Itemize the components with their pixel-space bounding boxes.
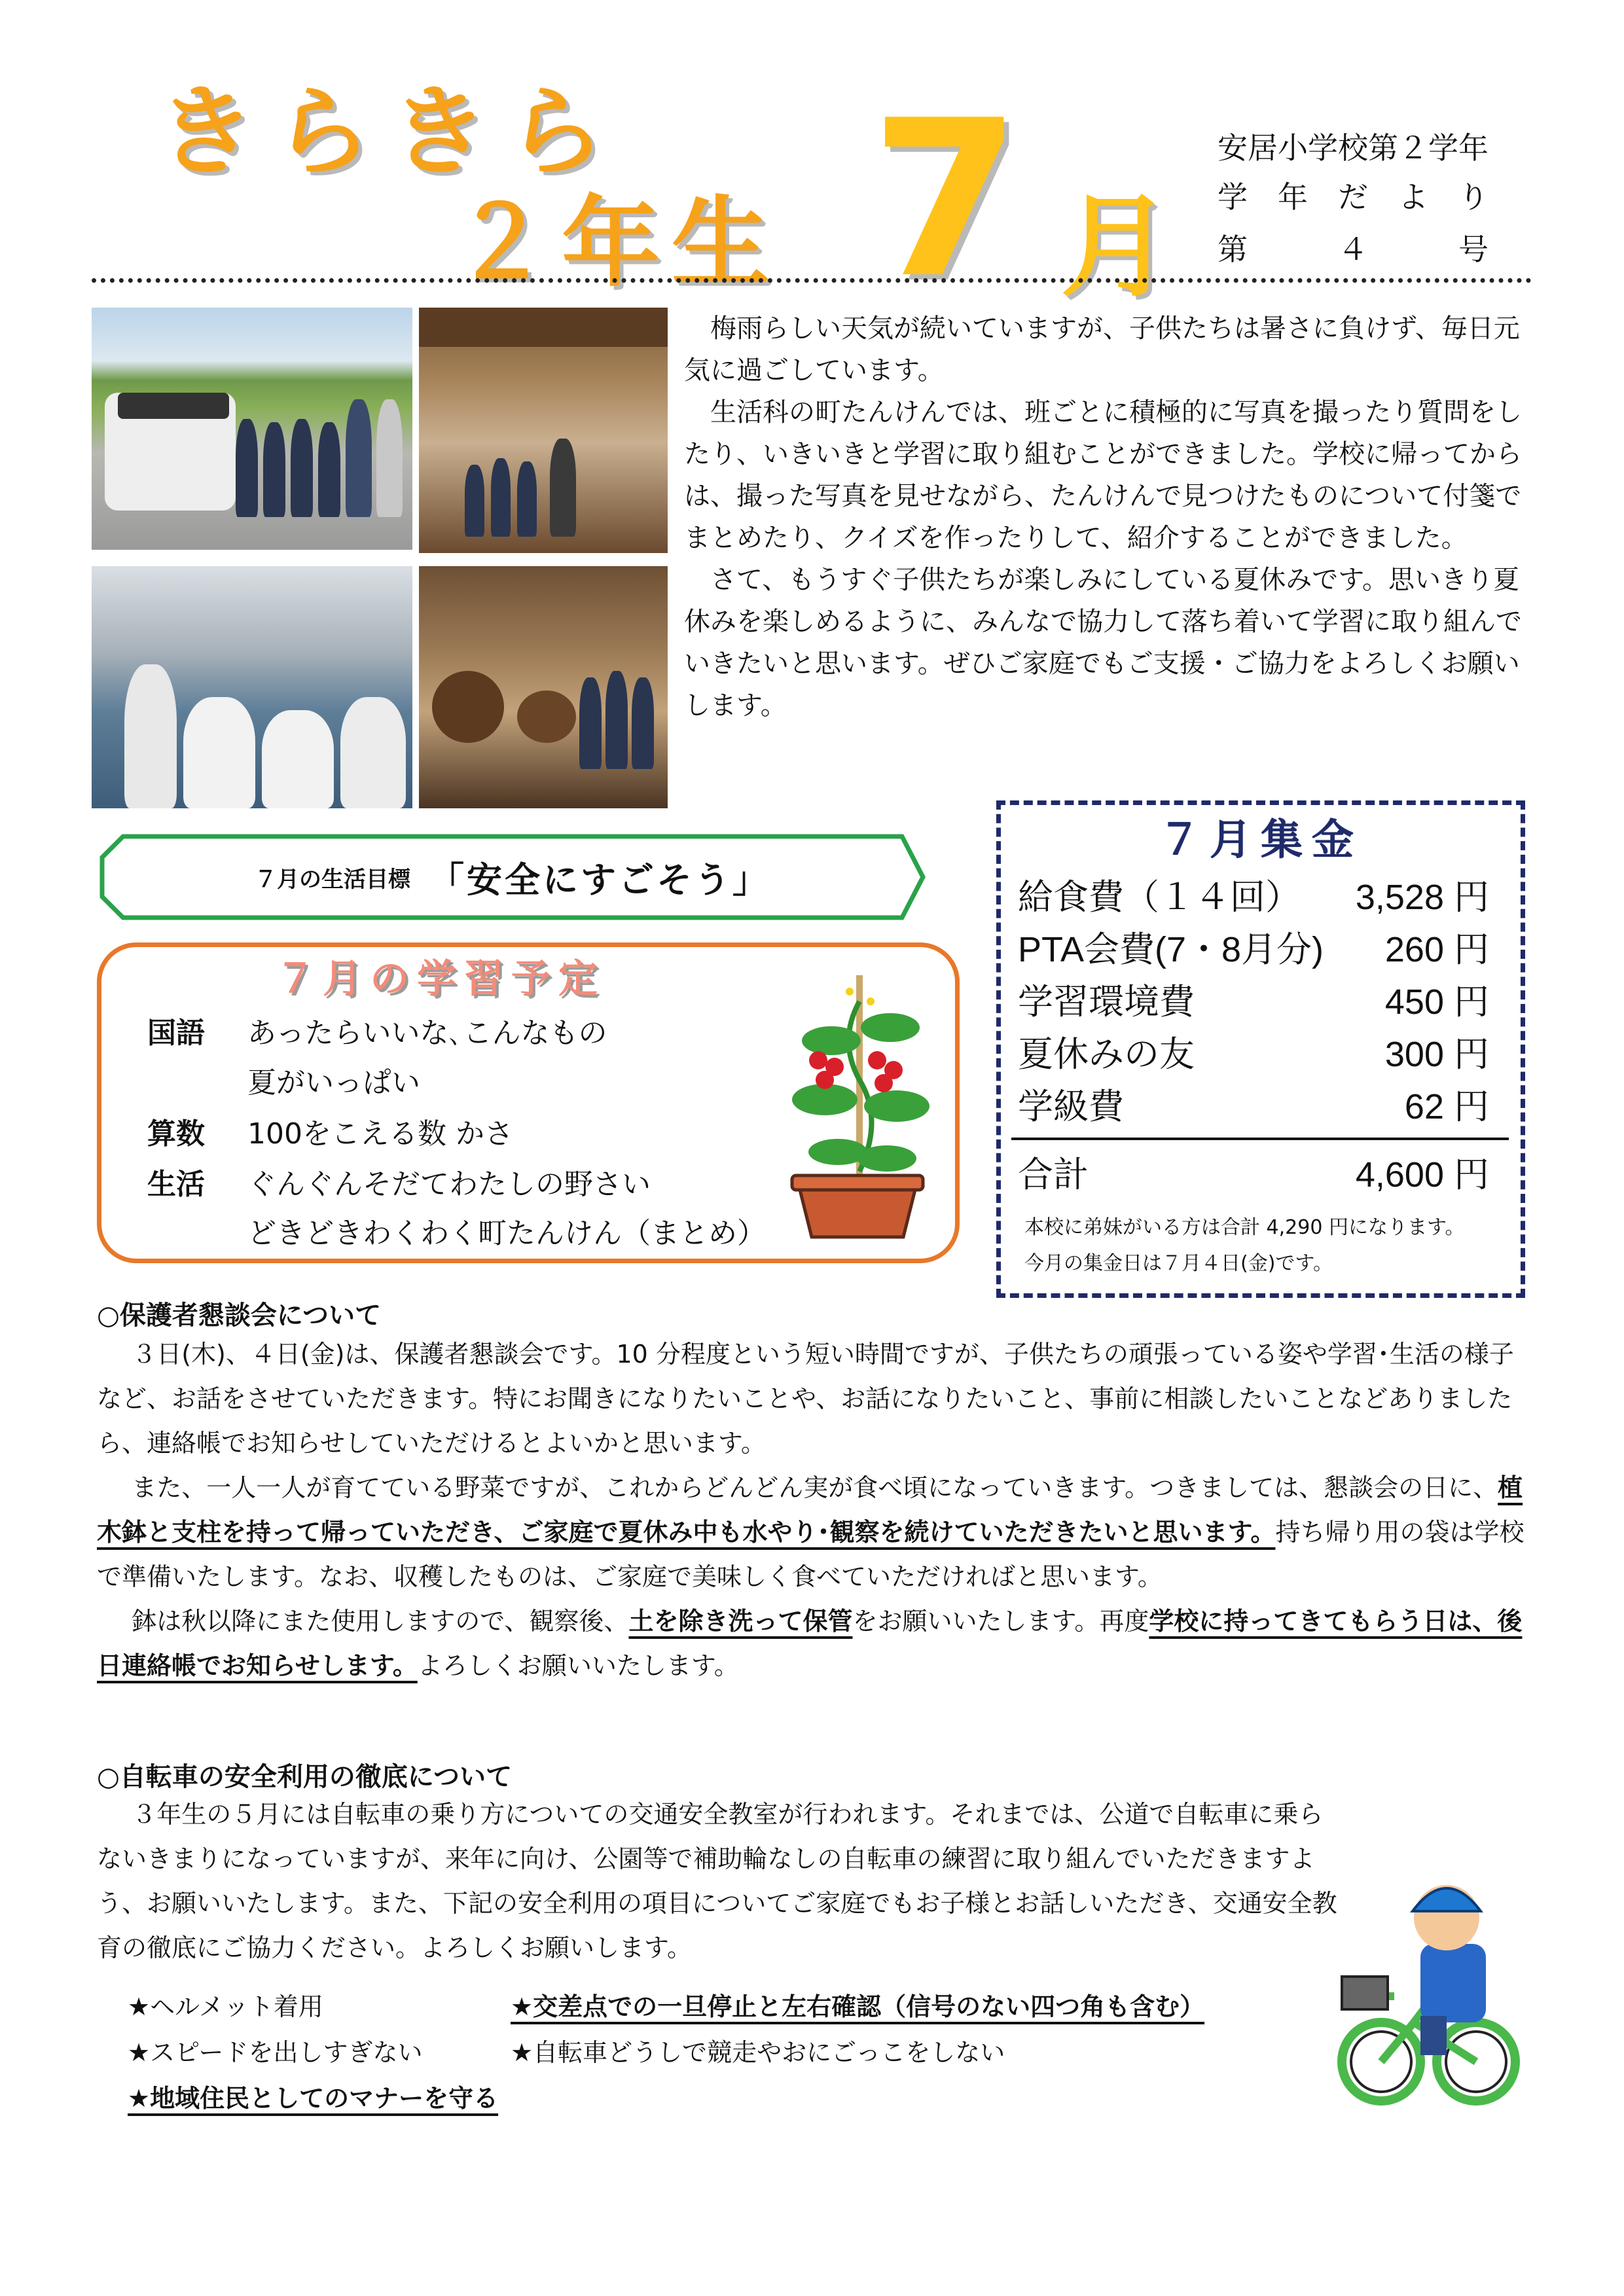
fee-label: 給食費（１４回） [1018,878,1301,917]
paragraph: ３年生の５月には自転車の乗り方についての交通安全教室が行われます。それまでは、公道で自転車に乗らないきまりになっていますが、来年に向け、公園等で補助輪なしの自転車の練習に取り組んでいただきますよう、お願いいたします。また、下記の安全利用の項目についてご家庭でもお子様とお話しいただき、交通安全教育の徹底にご協力ください。よろしくお願いします。 [97,1800,1337,1962]
header-divider [92,278,1532,283]
study-item: あったらいいな､こんなもの [247,1016,607,1050]
month-number: 7 [871,74,1021,325]
text-run: また、一人一人が育てている野菜ですが、これからどんどん実が食べ頃になっていきます。つきましては、懇談会の日に、 [132,1473,1498,1502]
month-kanji: 月 [1060,183,1172,312]
study-schedule-title: ７月の学習予定 [276,956,605,1002]
text-run: 持ち帰り用の袋は学校で準備いたします。なお、収穫したものは、ご家庭で美味しく食べていただければと思います。 [97,1518,1525,1591]
tomato-plant-illustration [772,962,943,1244]
intro-paragraph: 生活科の町たんけんでは、班ごとに積極的に写真を撮ったり質問をしたり、いきいきと学習に取り組むことができました。学校に帰ってからは、撮った写真を見せながら、たんけんで見つけたものについて付箋でまとめたり、クイズを作ったりして、紹介することができました。 [684,397,1522,553]
rule-helmet: ★ヘルメット着用 [128,1992,323,2021]
parent-conference-body [97,1332,1534,1688]
fee-amount: 260 円 [1384,930,1489,969]
collection-date-note: 今月の集金日は７月４日(金)です。 [1024,1252,1333,1275]
monthly-goal [97,831,928,923]
rule-stop-at-intersection: ★交差点での一旦停止と左右確認（信号のない四つ角も含む） [511,1992,1205,2021]
fee-label: 夏休みの友 [1018,1035,1195,1074]
newsletter-title-kirakira: きらきら [157,75,624,189]
issue-number: 第 ４ 号 [1218,232,1489,267]
intro-paragraph: さて、もうすぐ子供たちが楽しみにしている夏休みです。思いきり夏休みを楽しめるように、みんなで協力して落ち着いて学習に取り組んでいきたいと思います。ぜひご家庭でもご支援・ご協力をよろしくお願いします。 [684,565,1522,721]
school-name: 安居小学校第２学年 [1218,130,1489,166]
newsletter-title-grade: ２年生 [452,187,782,300]
fee-amount: 62 円 [1404,1087,1489,1126]
fee-label: 学習環境費 [1018,982,1195,1022]
underlined-request: 学校に持ってきてもらう日は、後日連絡帳でお知らせします。 [97,1607,1523,1680]
goal-value: 「安全にすごそう」 [429,859,770,901]
subject-japanese: 国語 [147,1016,205,1050]
fee-total-amount: 4,600 円 [1355,1155,1489,1194]
subject-math: 算数 [147,1117,205,1151]
newsletter-type: 学 年 だ よ り [1218,179,1489,215]
rule-no-racing: ★自転車どうしで競走やおにごっこをしない [511,2038,1005,2067]
intro-text [684,308,1535,726]
museum-photo [419,566,668,808]
fee-label: PTA会費(7・8月分) [1018,930,1324,969]
fee-label: 学級費 [1018,1087,1124,1126]
paragraph [97,1599,1534,1688]
bicycle-safety-heading: ○自転車の安全利用の徹底について [97,1762,513,1792]
paragraph [97,1465,1534,1599]
child-on-bicycle-illustration [1329,1872,1525,2108]
old-house-photo [419,308,668,553]
bicycle-safety-body [97,1792,1341,1970]
intro-paragraph: 梅雨らしい天気が続いていますが、子供たちは暑さに負けず、毎日元気に過ごしています。 [684,314,1520,386]
text-run: 鉢は秋以降にまた使用しますので、観察後、 [132,1607,629,1636]
underlined-request: 植木鉢と支柱を持って帰っていただき、ご家庭で夏休み中も水やり･観察を続けていただきたいと思います。 [97,1473,1523,1547]
parent-conference-heading: ○保護者懇談会について [97,1300,382,1331]
fee-total-divider [1011,1138,1509,1140]
fee-total-label: 合計 [1018,1155,1089,1194]
fee-amount: 300 円 [1384,1035,1489,1074]
fee-amount: 3,528 円 [1355,878,1489,917]
rule-no-speeding: ★スピードを出しすぎない [128,2038,423,2067]
police-car-photo [92,308,412,550]
paragraph: ３日(木)、４日(金)は、保護者懇談会です。10 分程度という短い時間ですが、子供たちの頑張っている姿や学習･生活の様子など、お話をさせていただきます。特にお聞きになりたいことや、お話になりたいこと、事前に相談したいことなどありましたら、連絡帳でお知らせしていただけるとよいかと思います。 [97,1340,1514,1458]
goal-label: ７月の生活目標 [255,866,410,893]
factory-photo [92,566,412,808]
fee-amount: 450 円 [1384,982,1489,1022]
text-run: よろしくお願いいたします。 [417,1651,739,1680]
study-item: ぐんぐんそだてわたしの野さい [247,1168,651,1201]
subject-life: 生活 [147,1168,205,1201]
study-item: どきどきわくわく町たんけん（まとめ） [247,1217,766,1250]
text-run: をお願いいたします。再度 [852,1607,1149,1636]
study-item: 100をこえる数 かさ [247,1117,513,1151]
fee-title: ７月集金 [1159,816,1363,865]
study-item: 夏がいっぱい [247,1066,420,1100]
rule-manners: ★地域住民としてのマナーを守る [128,2084,499,2113]
sibling-discount-note: 本校に弟妹がいる方は合計 4,290 円になります。 [1024,1216,1465,1239]
underlined-request: 土を除き洗って保管 [628,1607,853,1636]
